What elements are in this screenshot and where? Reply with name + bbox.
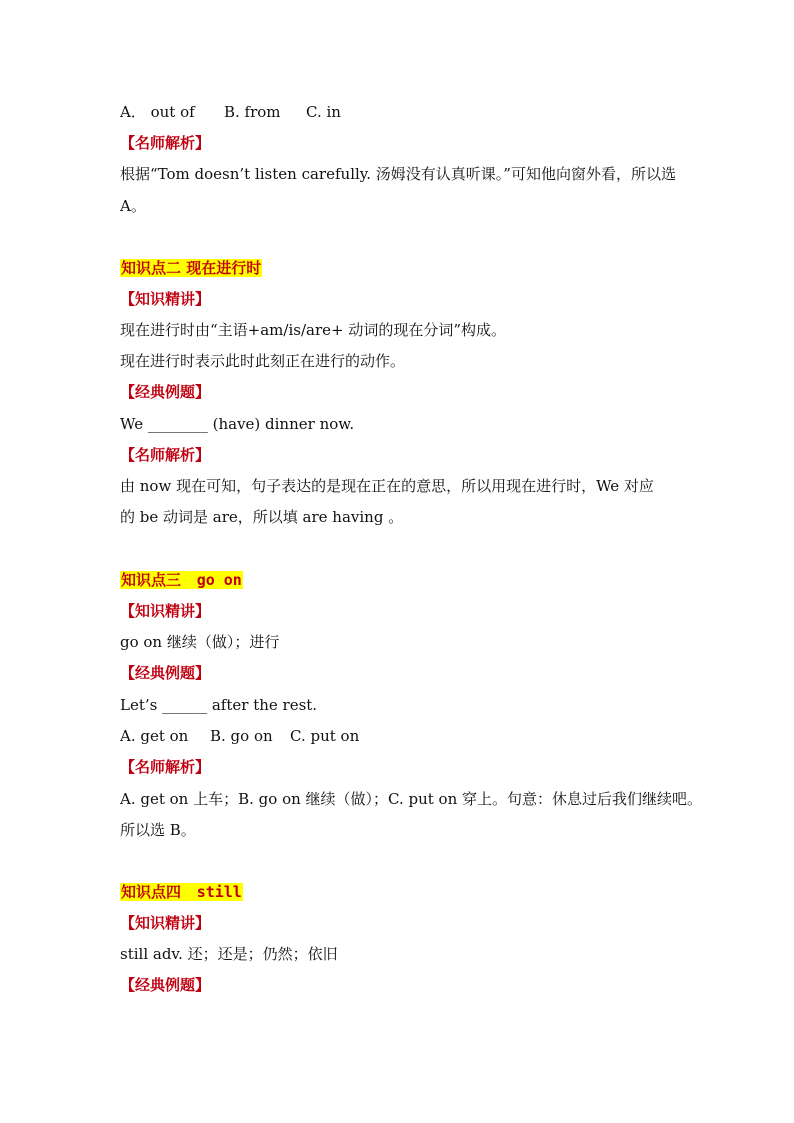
analysis-label: 【名师解析】 bbox=[120, 758, 211, 776]
option-c: C. in bbox=[306, 103, 341, 121]
analysis-text: 的 be 动词是 are，所以填 are having 。 bbox=[120, 508, 404, 526]
analysis-text: 所以选 B。 bbox=[120, 821, 196, 839]
analysis-text: A. get on 上车；B. go on 继续（做）；C. put on 穿上。句意：休息过后我们继续吧。 bbox=[120, 790, 703, 808]
example-label: 【经典例题】 bbox=[120, 383, 211, 401]
explain-label: 【知识精讲】 bbox=[120, 914, 211, 932]
option-b: B. go on bbox=[210, 727, 273, 745]
option-b: B. from bbox=[224, 103, 281, 121]
option-c: C. put on bbox=[290, 727, 360, 745]
analysis-text: A。 bbox=[120, 197, 146, 215]
section-heading: 知识点三 go on bbox=[121, 571, 242, 589]
analysis-label: 【名师解析】 bbox=[120, 446, 211, 464]
analysis-text: 由 now 现在可知，句子表达的是现在正在的意思，所以用现在进行时，We 对应 bbox=[120, 477, 654, 495]
section-heading: 知识点二 现在进行时 bbox=[121, 259, 262, 277]
explain-label: 【知识精讲】 bbox=[120, 290, 211, 308]
option-a: A． out of bbox=[120, 103, 195, 121]
section-heading: 知识点四 still bbox=[121, 883, 242, 901]
example-question: Let’s ______ after the rest. bbox=[120, 696, 318, 714]
example-label: 【经典例题】 bbox=[120, 664, 211, 682]
explain-text: 现在进行时表示此时此刻正在进行的动作。 bbox=[120, 352, 406, 370]
example-label: 【经典例题】 bbox=[120, 976, 211, 994]
explain-text: still adv. 还；还是；仍然；依旧 bbox=[120, 945, 338, 963]
explain-text: 现在进行时由“主语+am/is/are+ 动词的现在分词”构成。 bbox=[120, 321, 507, 339]
explain-text: go on 继续（做）；进行 bbox=[120, 633, 280, 651]
example-options bbox=[120, 726, 359, 746]
option-a: A. get on bbox=[120, 727, 189, 745]
analysis-text: 根据“Tom doesn’t listen carefully. 汤姆没有认真听课。”可知他向窗外看，所以选 bbox=[120, 165, 676, 183]
q1-options bbox=[120, 102, 341, 122]
explain-label: 【知识精讲】 bbox=[120, 602, 211, 620]
analysis-label: 【名师解析】 bbox=[120, 134, 211, 152]
example-question: We ________ (have) dinner now. bbox=[120, 415, 355, 433]
